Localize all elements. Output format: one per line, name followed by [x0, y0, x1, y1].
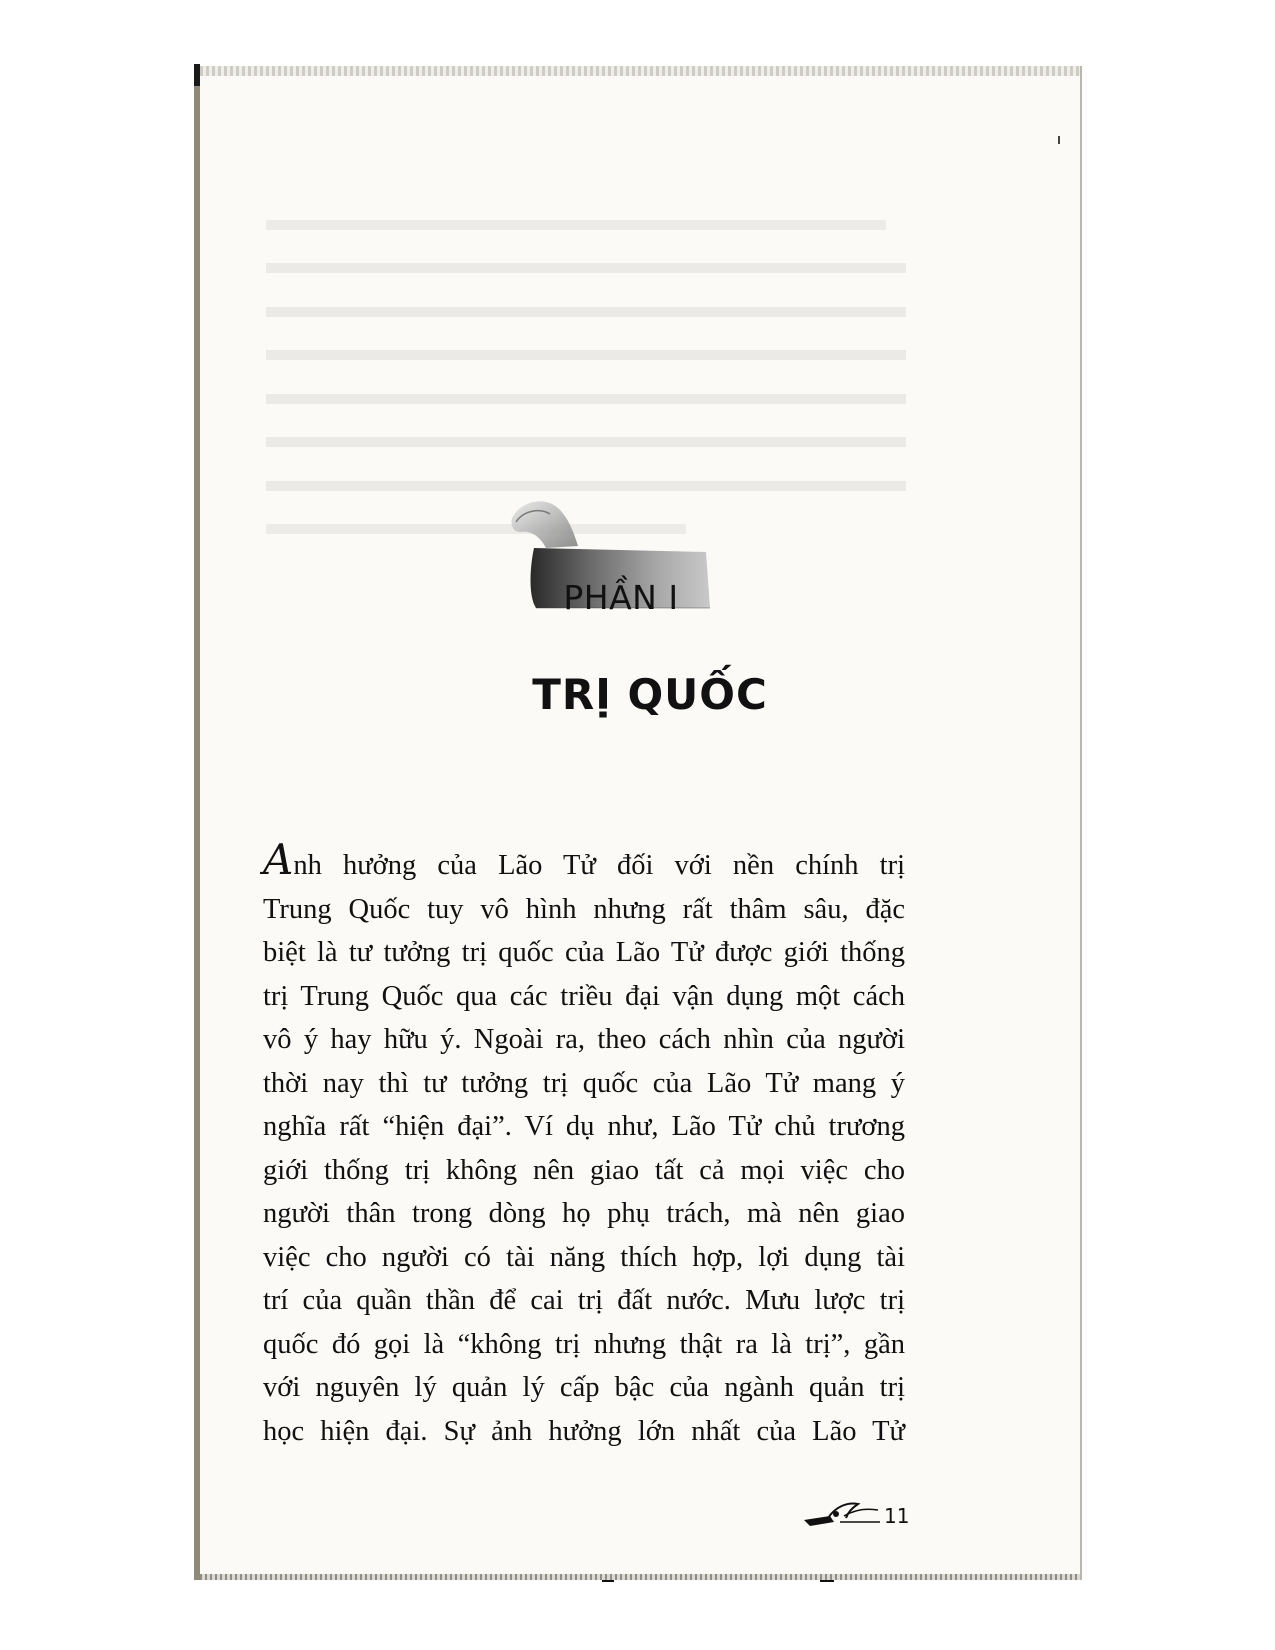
text-line: trị Trung Quốc qua các triều đại vận dụng một cách — [263, 980, 905, 1012]
corner-mark — [194, 64, 200, 86]
book-page — [194, 66, 1082, 1580]
text-line: người thân trong dòng họ phụ trách, mà nên giao — [263, 1198, 905, 1229]
page-footer — [800, 1492, 910, 1542]
text-line: việc cho người có tài năng thích hợp, lợi dụng tài — [263, 1241, 905, 1273]
text-line: trí của quần thần để cai trị đất nước. Mưu lược trị — [263, 1285, 905, 1316]
page-number: 11 — [884, 1504, 910, 1528]
text-line: biệt là tư tưởng trị quốc của Lão Tử được giới thống — [263, 937, 905, 968]
text-line: thời nay thì tư tưởng trị quốc của Lão Tử mang ý — [263, 1067, 905, 1099]
text-line: nghĩa rất “hiện đại”. Ví dụ như, Lão Tử chủ trương — [263, 1111, 905, 1142]
text-line: Trung Quốc tuy vô hình nhưng rất thâm sâu, đặc — [263, 893, 905, 925]
section-banner — [506, 496, 716, 616]
bleed-through-texture — [266, 176, 966, 534]
text-line: với nguyên lý quản lý cấp bậc của ngành quản trị — [263, 1372, 905, 1403]
scan-speck — [1058, 136, 1060, 144]
section-label: PHẦN I — [563, 578, 679, 617]
text-line — [263, 835, 905, 888]
line-text: nh hưởng của Lão Tử đối với nền chính trị — [293, 850, 905, 881]
text-line: vô ý hay hữu ý. Ngoài ra, theo cách nhìn của người — [263, 1024, 905, 1055]
page-bottom-edge — [200, 1574, 1080, 1580]
drop-cap: A — [263, 835, 294, 884]
text-line: giới thống trị không nên giao tất cả mọi việc cho — [263, 1154, 905, 1186]
chapter-title: TRỊ QUỐC — [532, 670, 768, 719]
bird-ornament-icon — [800, 1492, 886, 1532]
text-line: quốc đó gọi là “không trị nhưng thật ra là trị”, gần — [263, 1328, 905, 1360]
body-text — [263, 835, 905, 1453]
text-line: học hiện đại. Sự ảnh hưởng lớn nhất của Lão Tử — [263, 1415, 905, 1447]
page-top-edge — [200, 66, 1080, 76]
